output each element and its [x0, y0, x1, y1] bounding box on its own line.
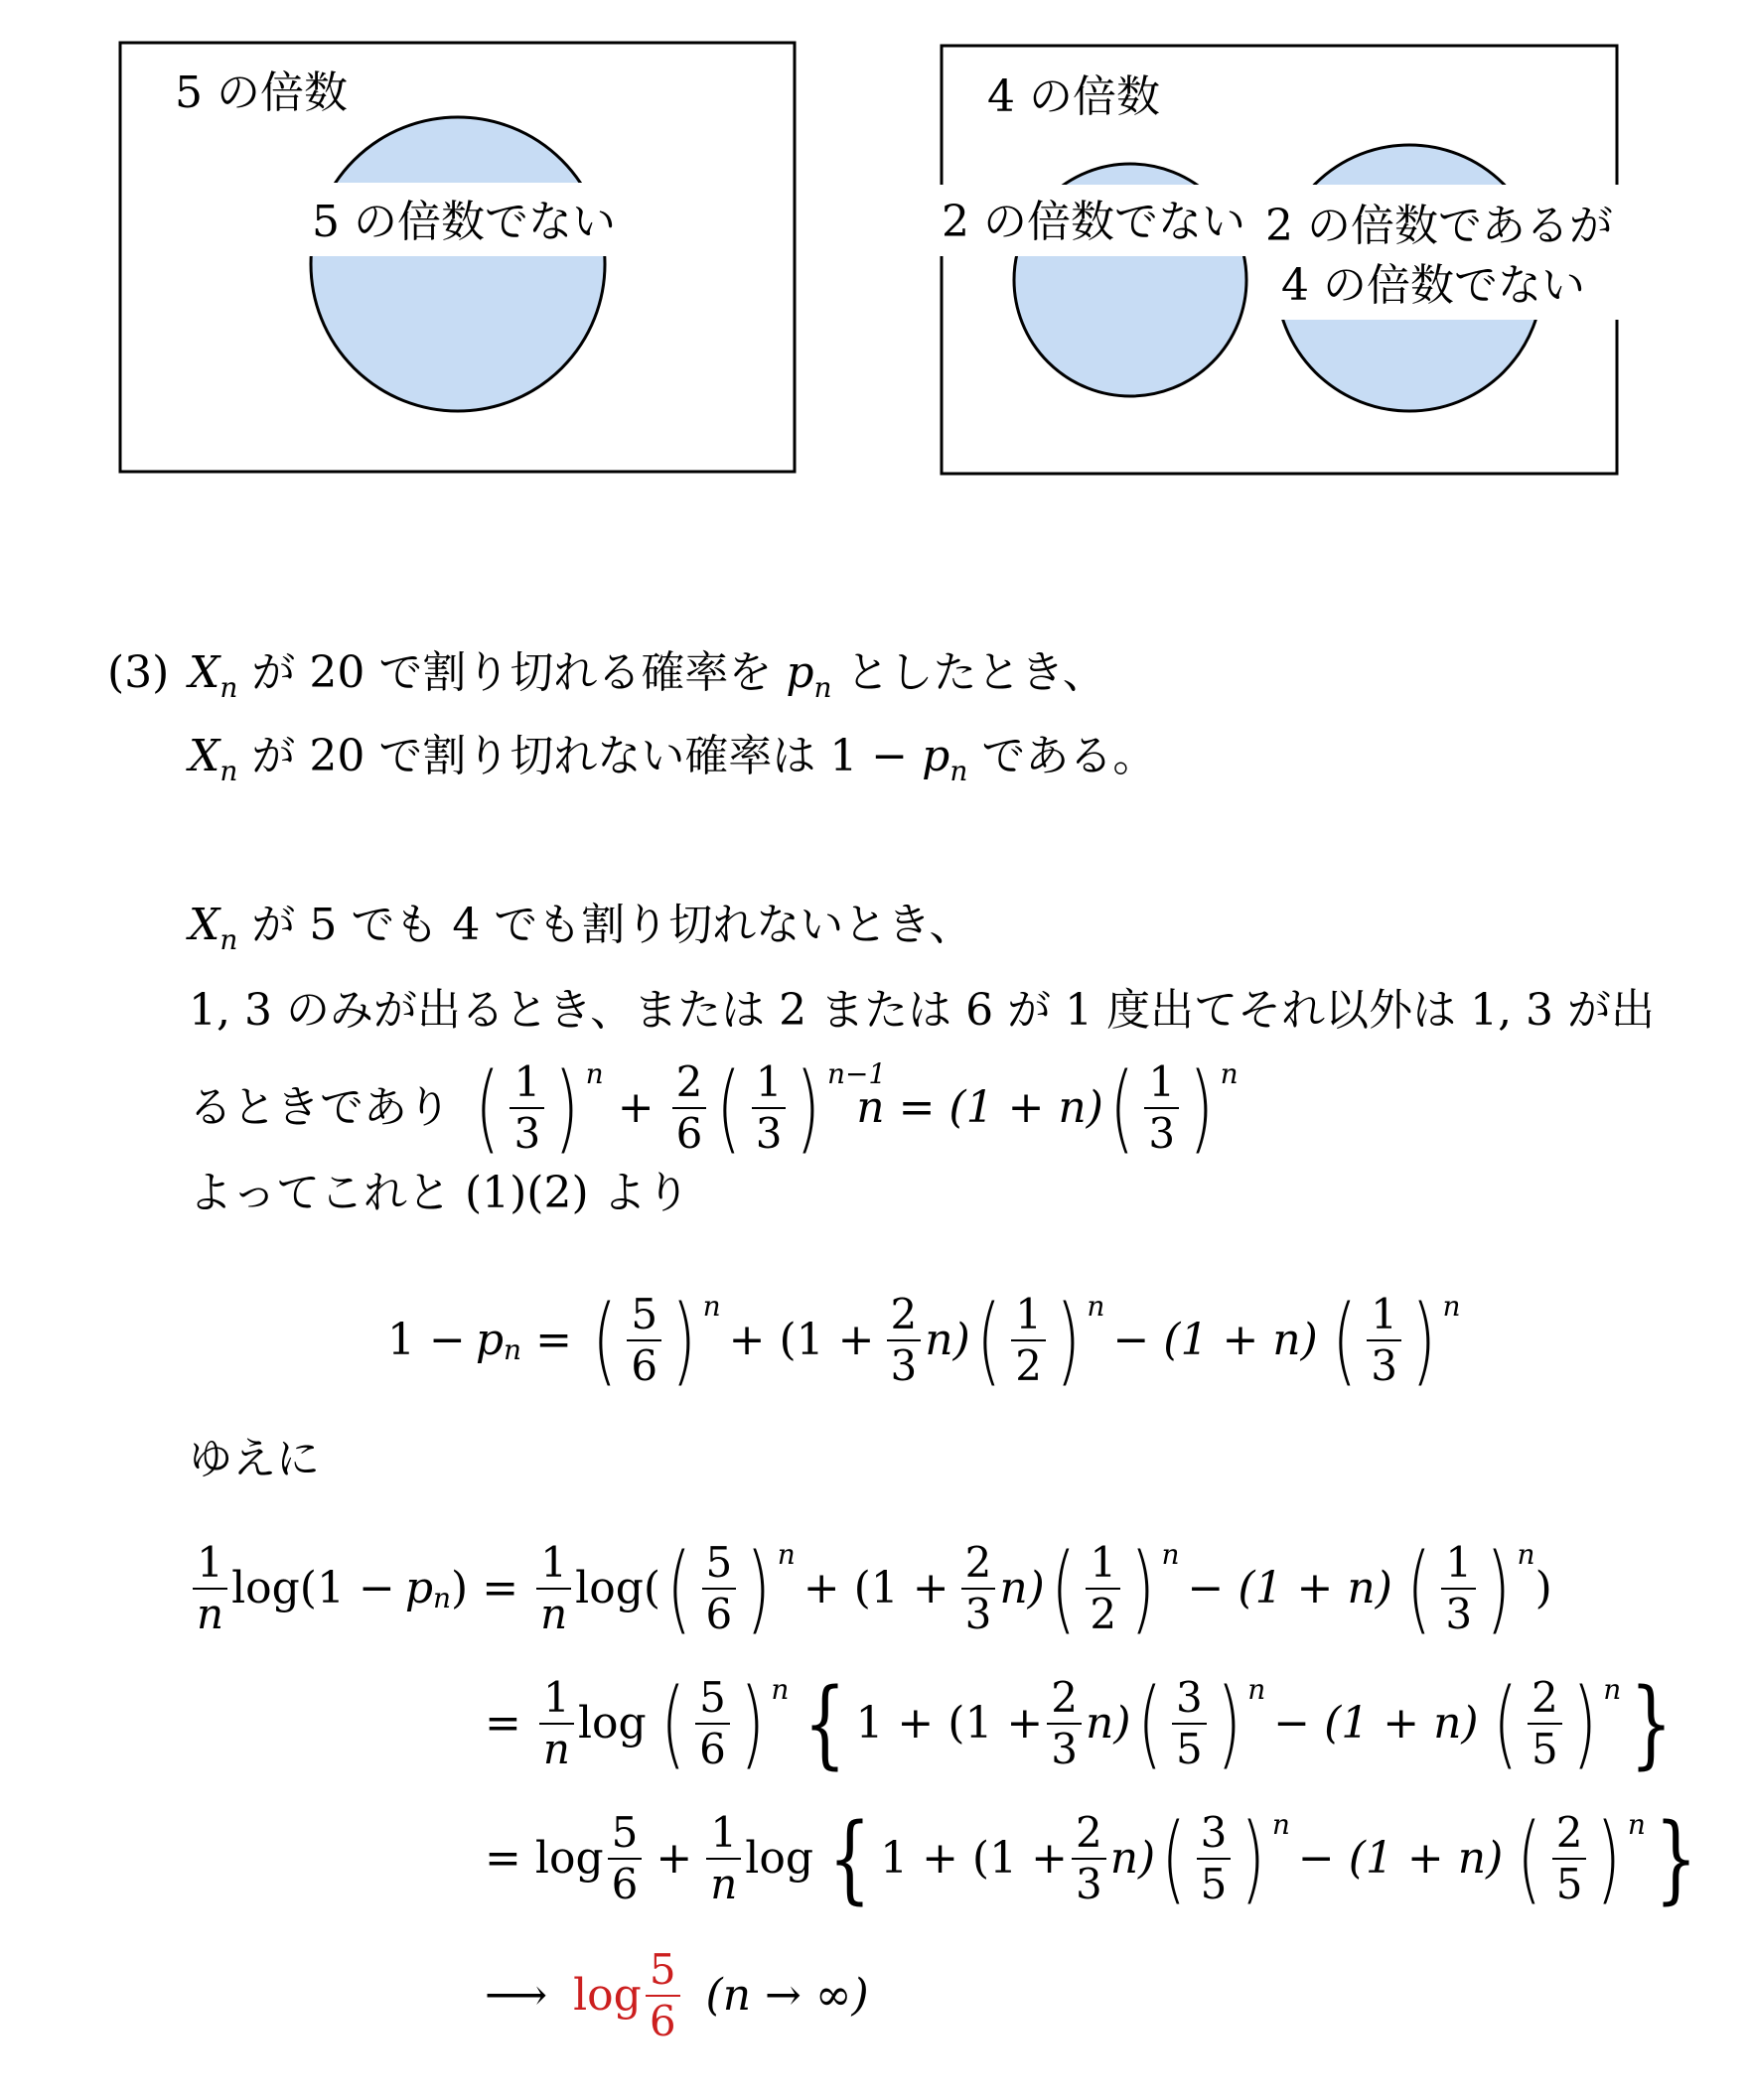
- limit-log: log: [573, 1970, 642, 2021]
- venn-left-universe-label: 5 の倍数: [175, 68, 348, 118]
- derivation-row-2: = $\frac{1}{n}$ log ( $\frac{5}{6}$ ) n { 1 + (1 + $\frac{2}{3}$ n) ( $\frac{3}{5}$ ) n − (1 + n) ( $\frac{2}{5}$ ) n }: [485, 1668, 1674, 1779]
- line-2: $X_n$ が 20 で割り切れない確率は $1 - p_n$ である。: [189, 731, 1157, 787]
- var-X: X: [189, 647, 220, 698]
- line-6: よってこれと (1)(2) より: [189, 1168, 690, 1218]
- line-1: $X_n$ が 20 で割り切れる確率を $p_n$ としたとき、: [189, 647, 1106, 704]
- line-4: 1, 3 のみが出るとき、または 2 または 6 が 1 度出てそれ以外は 1, 3 が出: [189, 985, 1656, 1036]
- line-3: $X_n$ が 5 でも 4 でも割り切れないとき、: [189, 900, 973, 956]
- item-number: (3): [107, 647, 170, 698]
- venn-right-circle1-label: 2 の倍数でない: [942, 197, 1245, 247]
- equation-1: 1 − p n = ( $\frac{5}{6}$ ) n + (1 + $\frac{2}{3}$ n) ( $\frac{1}{2}$ ) n − (1 + n) ( $\frac{1}{3}$ ) n: [387, 1285, 1461, 1396]
- derivation-row-4: [485, 1936, 869, 2055]
- venn-right-universe-label: 4 の倍数: [987, 71, 1160, 122]
- limit-condition: (n → ∞): [705, 1970, 869, 2021]
- line-7: ゆえに: [189, 1434, 320, 1484]
- venn-right-circle2-label-line2: 4 の倍数でない: [1281, 260, 1585, 311]
- line-5: るときであり ( $\frac{1}{3}$ ) n + $\frac{2}{6}$ ( $\frac{1}{3}$ ) n−1 n = (1 + n) ( $\frac{1}{3}$ ) n: [189, 1052, 1239, 1164]
- venn-left-circle: [311, 117, 605, 411]
- derivation-row-1: $\frac{1}{n}$ log(1 − p n ) = $\frac{1}{n}$ log( ( $\frac{5}{6}$ ) n + (1 + $\frac{2}{3}$ n) ( $\frac{1}{2}$ ) n − (1 + n) ( $\frac{1}{3}$ ) n ): [189, 1529, 1552, 1648]
- limit-arrow: ⟶: [485, 1970, 548, 2021]
- derivation-row-3: = log $\frac{5}{6}$ + $\frac{1}{n}$ log { 1 + (1 + $\frac{2}{3}$ n) ( $\frac{3}{5}$ ) n − (1 + n) ( $\frac{2}{5}$ ) n }: [485, 1803, 1697, 1914]
- venn-left-circle-label: 5 の倍数でない: [312, 197, 616, 247]
- limit-fraction: $\frac{5}{6}$: [646, 1949, 680, 2042]
- venn-right-circle2-label-line1: 2 の倍数であるが: [1265, 201, 1613, 251]
